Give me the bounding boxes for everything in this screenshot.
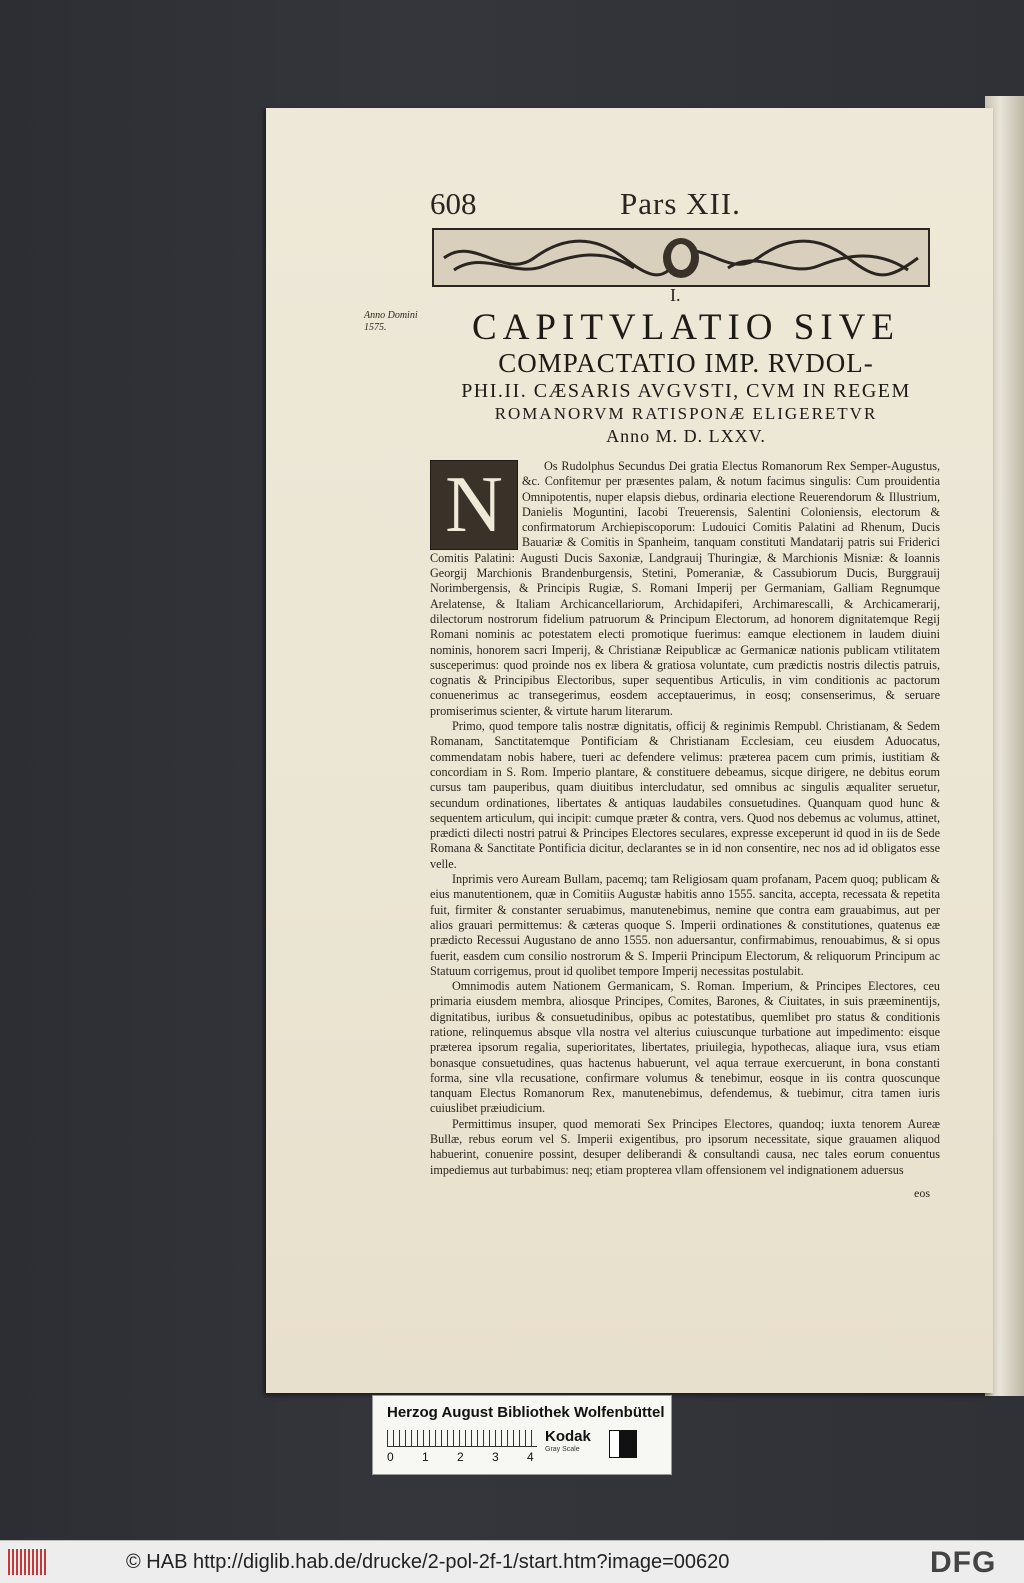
title-line-1: CAPITVLATIO SIVE [472, 307, 900, 348]
paragraph-1-text: Os Rudolphus Secundus Dei gratia Electus Romanorum Rex Semper-Augustus, &c. Confitemur per præsentes palam, & notum facimus singulis: Cum prouidentia Omnipotentis, nuper elapsis diebus, ordinaria electione Reuerendorum & Illustrium, Danielis Moguntini, Iacobi Treuerensis, Salentini Coloniensis, electorum & confirmatorum Archiepiscoporum: Ludouici Comitis Palatini ad Rhenum, Ducis Bauariæ & Comitis in Spanheim, tanquam constituti Mandatarij patris sui Friderici Comitis Palatini: Augusti Ducis Saxoniæ, Landgrauij Thuringiæ, & Marchionis Misniæ: & Ioannis Georgij Marchionis Brandenburgensis, Stetini, Pomeraniæ, & Cassubiorum Ducis, Burggrauij Norimbergensis, & Principis Rugiæ, S. Romani Imperij per Germaniam, Galliam Regnumque Arelatense, & Italiam Archicancellariorum, Archidapiferi, Archimarescalli, & Archicamerarij, dilectorum nostrorum fidelium patruorum & Principum Electorum, ad honorem dignitatemque Regij Romani nominis ac potestatem electi promotique fuerimus: eamque electionem in laudem diuini nominis, honorem sacri Imperij, & Christianæ Reipublicæ ac Germanicæ nationis publicam vtilitatem susceperimus: quod proinde nos ex libera & gratiosa voluntate, cum prædictis nostris dilectis patruis, cognatis & Principibus Electoribus, super sequentibus Articulis, in vim conditionis ac pactorum conuenerimus ac transegerimus, eosdem acceptauerimus, in eosq; consenserimus, & seruare promiserimus scienter, & virtute harum literarum. [430, 459, 940, 718]
ruler-number: 1 [422, 1450, 429, 1464]
hab-logo-icon [8, 1549, 46, 1575]
title-line-4: ROMANORVM RATISPONÆ ELIGERETVR [494, 404, 878, 423]
page-number: 608 [430, 186, 477, 221]
section-heading: Pars XII. [620, 186, 741, 221]
margin-note: Anno Domini 1575. [364, 310, 418, 333]
paragraph-3: Inprimis vero Auream Bullam, pacemq; tam Religiosam quam profanam, Pacem quoq; publicam & eius manutentionem, quæ in Comitiis Augustæ habitis anno 1555. sancita, accepta, recessata & repetita fuit, firmiter & constanter seruabimus, manutenebimus, nemine que contra eam grauabimus, aut per alios grauari permittemus: & cæteras quoque S. Imperii ordinationes & constitutiones, quatenus eæ prædicto Recessui Augustano de anno 1555. non aduersantur, confirmabimus, renouabimus, & si opus fuerit, easdem cum consilio nostrorum & S. Imperii Principum Electorum, & reliquorum Principum ac Statuum corrigemus, prout id quolibet tempore Imperij necessitas postulabit. [430, 872, 940, 978]
kodak-logo: Kodak [545, 1428, 591, 1445]
library-name: Herzog August Bibliothek Wolfenbüttel [387, 1404, 665, 1421]
chapter-title [430, 308, 942, 447]
chapter-number: I. [670, 285, 681, 305]
initial-letter: N [445, 461, 503, 549]
gray-scale-label: Gray Scale [545, 1446, 580, 1453]
library-color-chart [372, 1395, 672, 1475]
gray-scale-patch [609, 1430, 637, 1458]
title-line-2: COMPACTATIO IMP. RVDOL- [498, 348, 874, 378]
body-text [430, 459, 940, 1178]
paragraph-2: Primo, quod tempore talis nostræ dignitatis, officij & reginimis Rempubl. Christianam, & Sedem Romanam, Sanctitatemque Pontificiam & Christianam Ecclesiam, ceu eiusdem Aduocatus, commendatam nobis habere, tueri ac defendere velimus: præterea pacem cum primis, iustitiam & concordiam in S. Rom. Imperio plantare, & constituere debeamus, sicque dirigere, ne debitus eorum cursus tam pauperibus, quam diuitibus intercludatur, sed omnibus ac singulis æqualiter seruetur, secundum ordinationes, libertates & antiquas laudabiles consuetudines. Quanquam quod hunc & sequentem articulum, qui incipit: cumque præter & contra, vers. Quod nos debemus ac volumus, attinet, prædicti dilecti nostri patrui & Principes Electores seculares, expresse exceperunt id quod in iis de Sede Romana & Sanctitate Pontificia dicitur, declarantes se in id non consentire, nec nos ad id obligatos esse velle. [430, 719, 940, 871]
footer-bar [0, 1540, 1024, 1583]
ruler-number: 4 [527, 1450, 534, 1464]
running-head [430, 186, 760, 226]
paragraph-4: Omnimodis autem Nationem Germanicam, S. Roman. Imperium, & Principes Electores, ceu primaria eiusdem membra, aliosque Principes, Comites, Barones, & Ciuitates, in suis præeminentijs, dignitatibus, iuribus & consuetudinibus, opibus ac potestatibus, quemlibet pro status & conditionis ratione, relinquemus absque vlla nostra vel alterius cuiuscunque turbatione aut impedimento: eisque præterea ipsorum regalia, superioritates, libertates, priuilegia, hypothecas, aliaque iura, vsus etiam bonasque consuetudines, quas hactenus habuerunt, vel aqua terraue exercuerunt, in bona constanti forma, sine vlla recusatione, confirmare volumus & tenebimur, eosque in iis contra quoscunque tanquam Electus Romanorum Rex, manutenebimus, defendemus, & tuebimur, citra tamen iuris cuiuslibet præiudicium. [430, 979, 940, 1116]
ruler-number: 0 [387, 1450, 394, 1464]
title-line-5: Anno M. D. LXXV. [606, 426, 766, 446]
ruler-number: 2 [457, 1450, 464, 1464]
ruler-scale [387, 1430, 537, 1447]
ornamental-headpiece [432, 228, 930, 287]
footer-credit-link[interactable]: © HAB http://diglib.hab.de/drucke/2-pol-2f-1/start.htm?image=00620 [126, 1551, 730, 1573]
ruler-number: 3 [492, 1450, 499, 1464]
catchword: eos [914, 1186, 930, 1200]
decorated-initial [430, 460, 518, 550]
dfg-logo: DFG [930, 1546, 997, 1579]
title-line-3: PHI.II. CÆSARIS AVGVSTI, CVM IN REGEM [461, 380, 911, 402]
paragraph-5: Permittimus insuper, quod memorati Sex Principes Electores, quandoq; iuxta tenorem Aureæ Bullæ, rebus eorum vel S. Imperii exigentibus, pro ipsorum necessitate, sique grauamen aliquod habuerint, conuenire possint, desuper deliberandi & consultandi causa, nec tales eorum conuentus impediemus aut turbabimus: neq; etiam propterea vllam offensionem vel indignationem aduersus [430, 1116, 940, 1177]
